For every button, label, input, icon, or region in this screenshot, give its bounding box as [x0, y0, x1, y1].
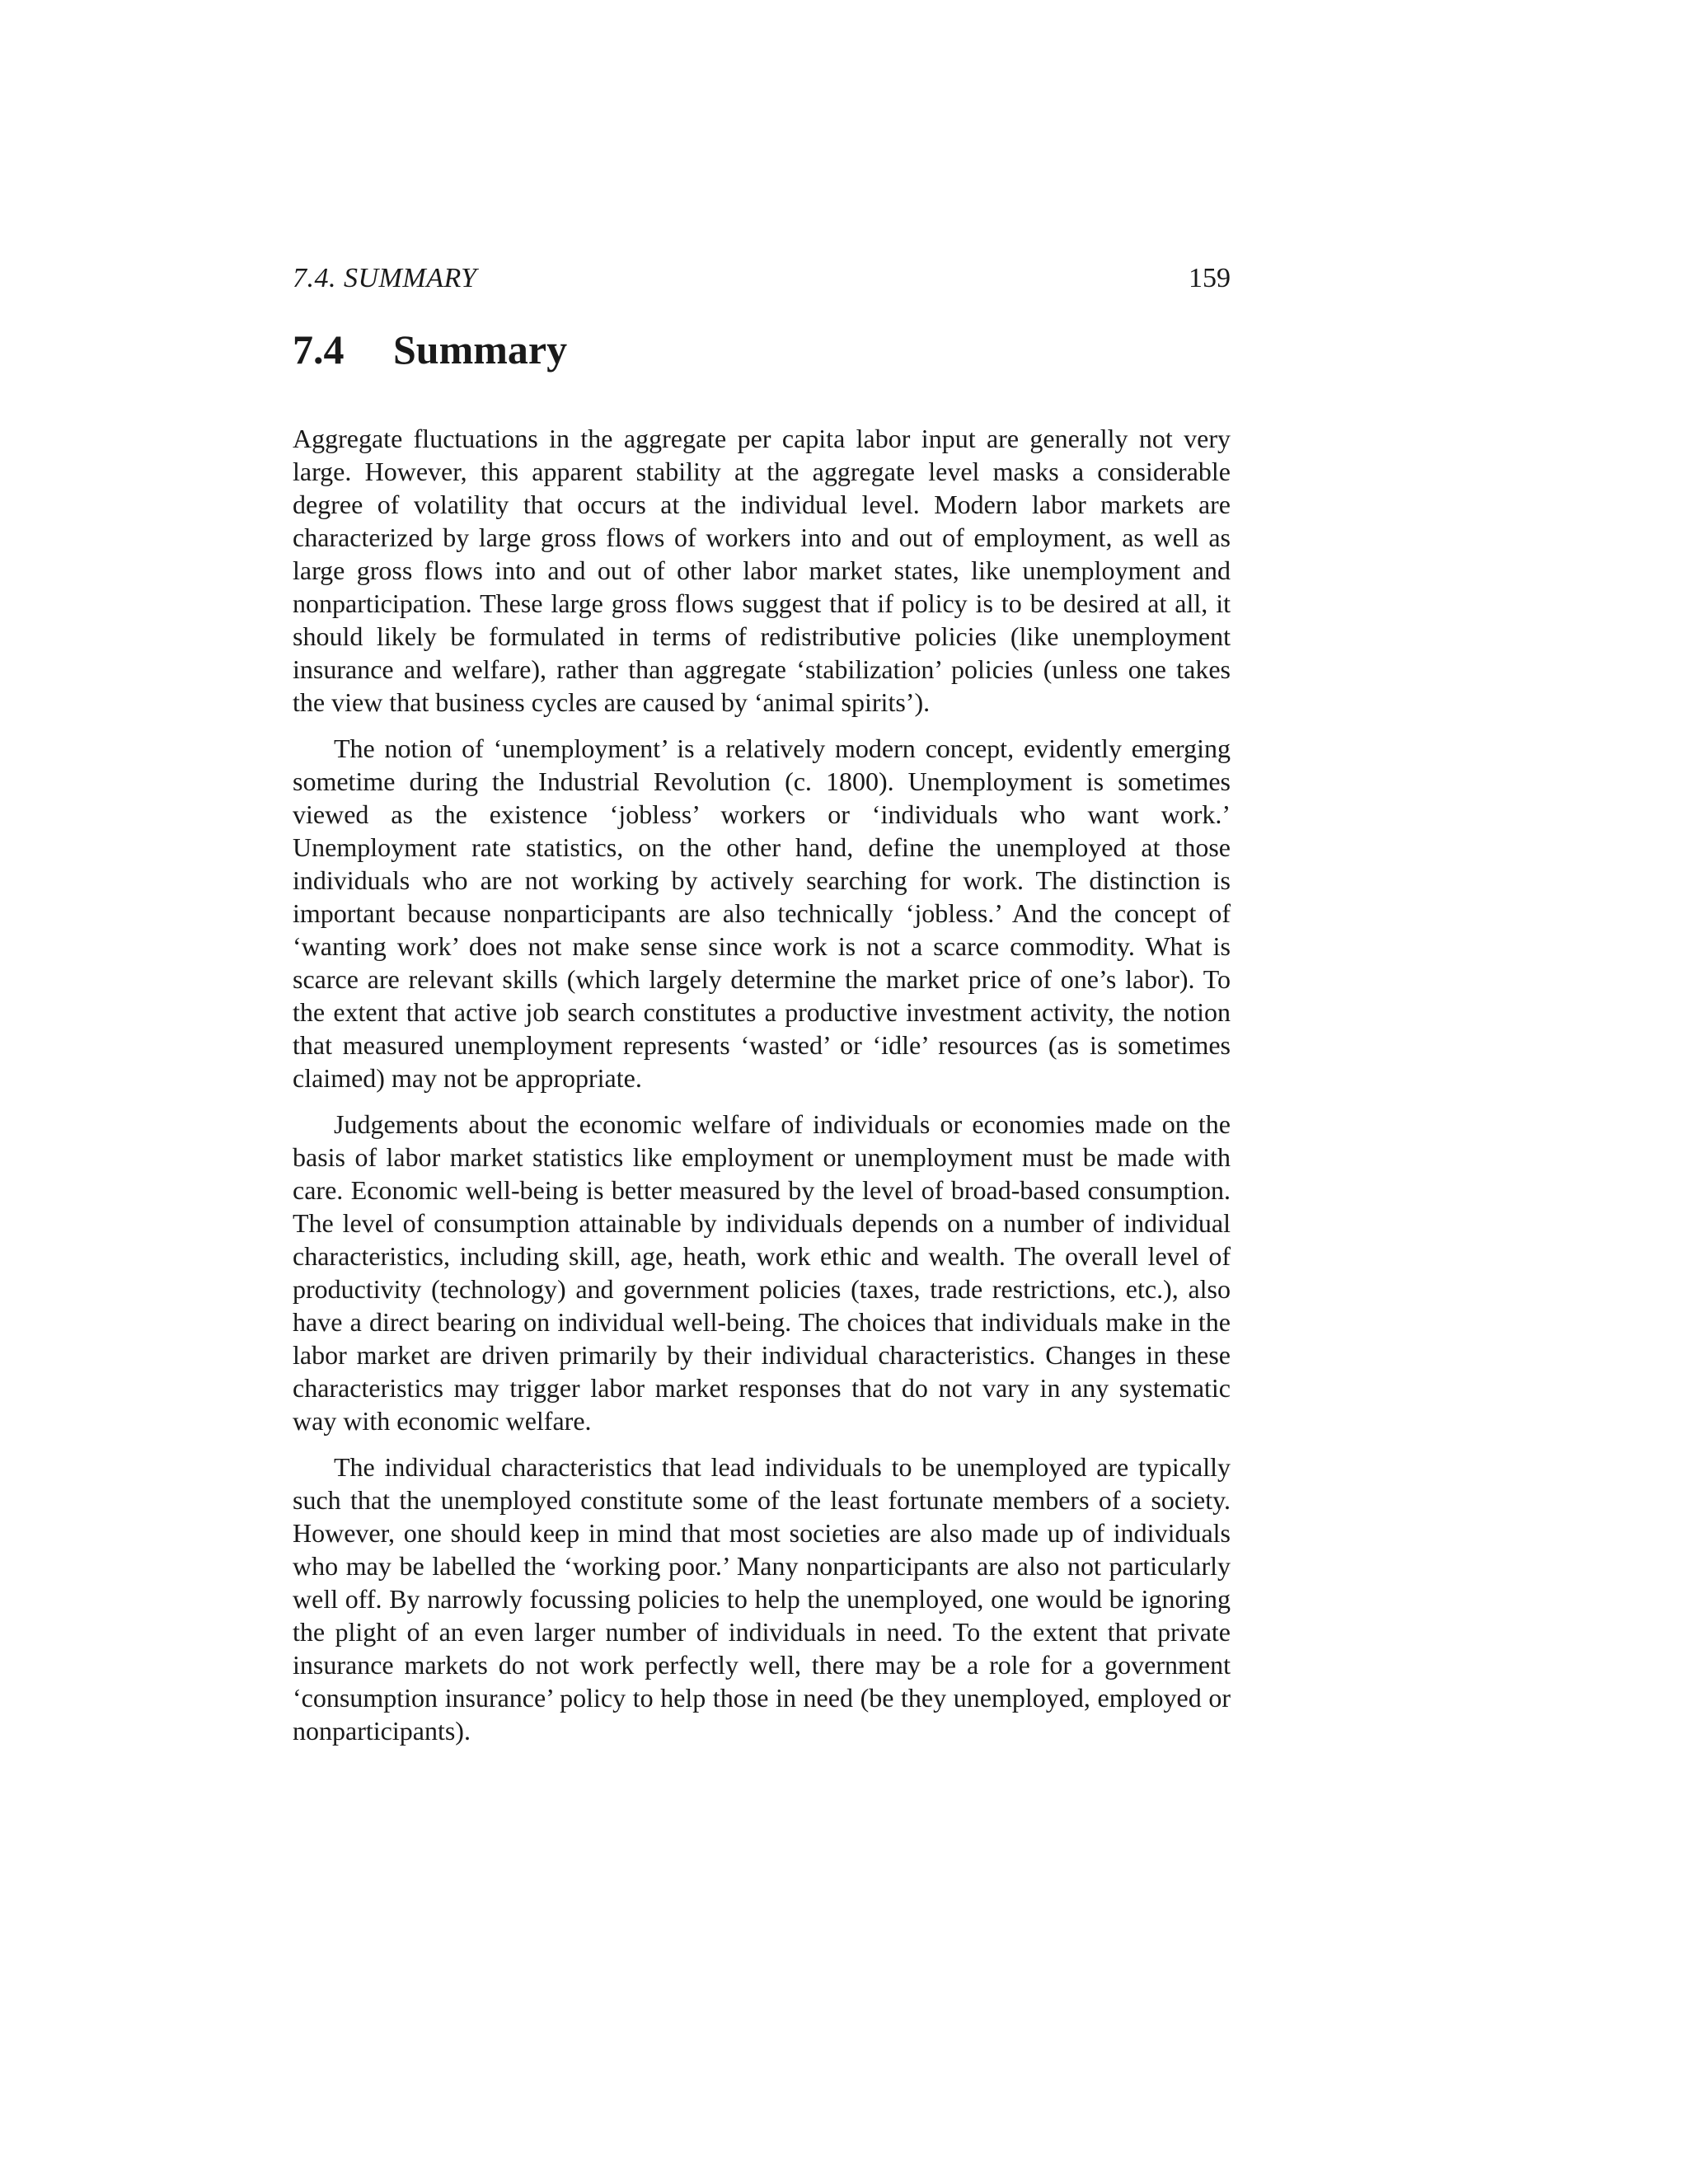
- paragraph: The individual characteristics that lead individuals to be unemployed are typically such that the unemployed constitute some of the least fortunate members of a society. However, one should keep in mind that most societies are also made up of individuals who may be labelled the ‘working poor.’ Many nonparticipants are also not particularly well off. By narrowly focussing policies to help the unemployed, one would be ignoring the plight of an even larger number of individuals in need. To the extent that private insurance markets do not work perfectly well, there may be a role for a government ‘consumption insurance’ policy to help those in need (be they unemployed, employed or nonparticipants).: [293, 1452, 1231, 1746]
- paragraph: The notion of ‘unemployment’ is a relatively modern concept, evidently emerging sometime during the Industrial Revolution (c. 1800). Unemployment is sometimes viewed as the existence ‘jobless’ workers or ‘individuals who want work.’ Unemployment rate statistics, on the other hand, define the unemployed at those individuals who are not working by actively searching for work. The distinction is important because nonparticipants are also technically ‘jobless.’ And the concept of ‘wanting work’ does not make sense since work is not a scarce commodity. What is scarce are relevant skills (which largely determine the market price of one’s labor). To the extent that active job search constitutes a productive investment activity, the notion that measured unemployment represents ‘wasted’ or ‘idle’ resources (as is sometimes claimed) may not be appropriate.: [293, 733, 1231, 1093]
- section-number: 7.4: [293, 326, 345, 373]
- running-header: [293, 262, 1231, 295]
- page-number: 159: [1189, 263, 1231, 293]
- document-page: [293, 262, 1231, 1747]
- body-text: [293, 422, 1231, 1747]
- section-title: Summary: [393, 326, 568, 373]
- running-title: 7.4. SUMMARY: [293, 263, 477, 293]
- section-heading: [293, 325, 1231, 374]
- paragraph: Judgements about the economic welfare of individuals or economies made on the basis of labor market statistics like employment or unemployment must be made with care. Economic well-being is better measured by the level of broad-based consumption. The level of consumption attainable by individuals depends on a number of individual characteristics, including skill, age, heath, work ethic and wealth. The overall level of productivity (technology) and government policies (taxes, trade restrictions, etc.), also have a direct bearing on individual well-being. The choices that individuals make in the labor market are driven primarily by their individual characteristics. Changes in these characteristics may trigger labor market responses that do not vary in any systematic way with economic welfare.: [293, 1109, 1231, 1436]
- paragraph: Aggregate fluctuations in the aggregate per capita labor input are generally not very large. However, this apparent stability at the aggregate level masks a considerable degree of volatility that occurs at the individual level. Modern labor markets are characterized by large gross flows of workers into and out of employment, as well as large gross flows into and out of other labor market states, like unemployment and nonparticipation. These large gross flows suggest that if policy is to be desired at all, it should likely be formulated in terms of redistributive policies (like unemployment insurance and welfare), rather than aggregate ‘stabilization’ policies (unless one takes the view that business cycles are caused by ‘animal spirits’).: [293, 424, 1231, 717]
